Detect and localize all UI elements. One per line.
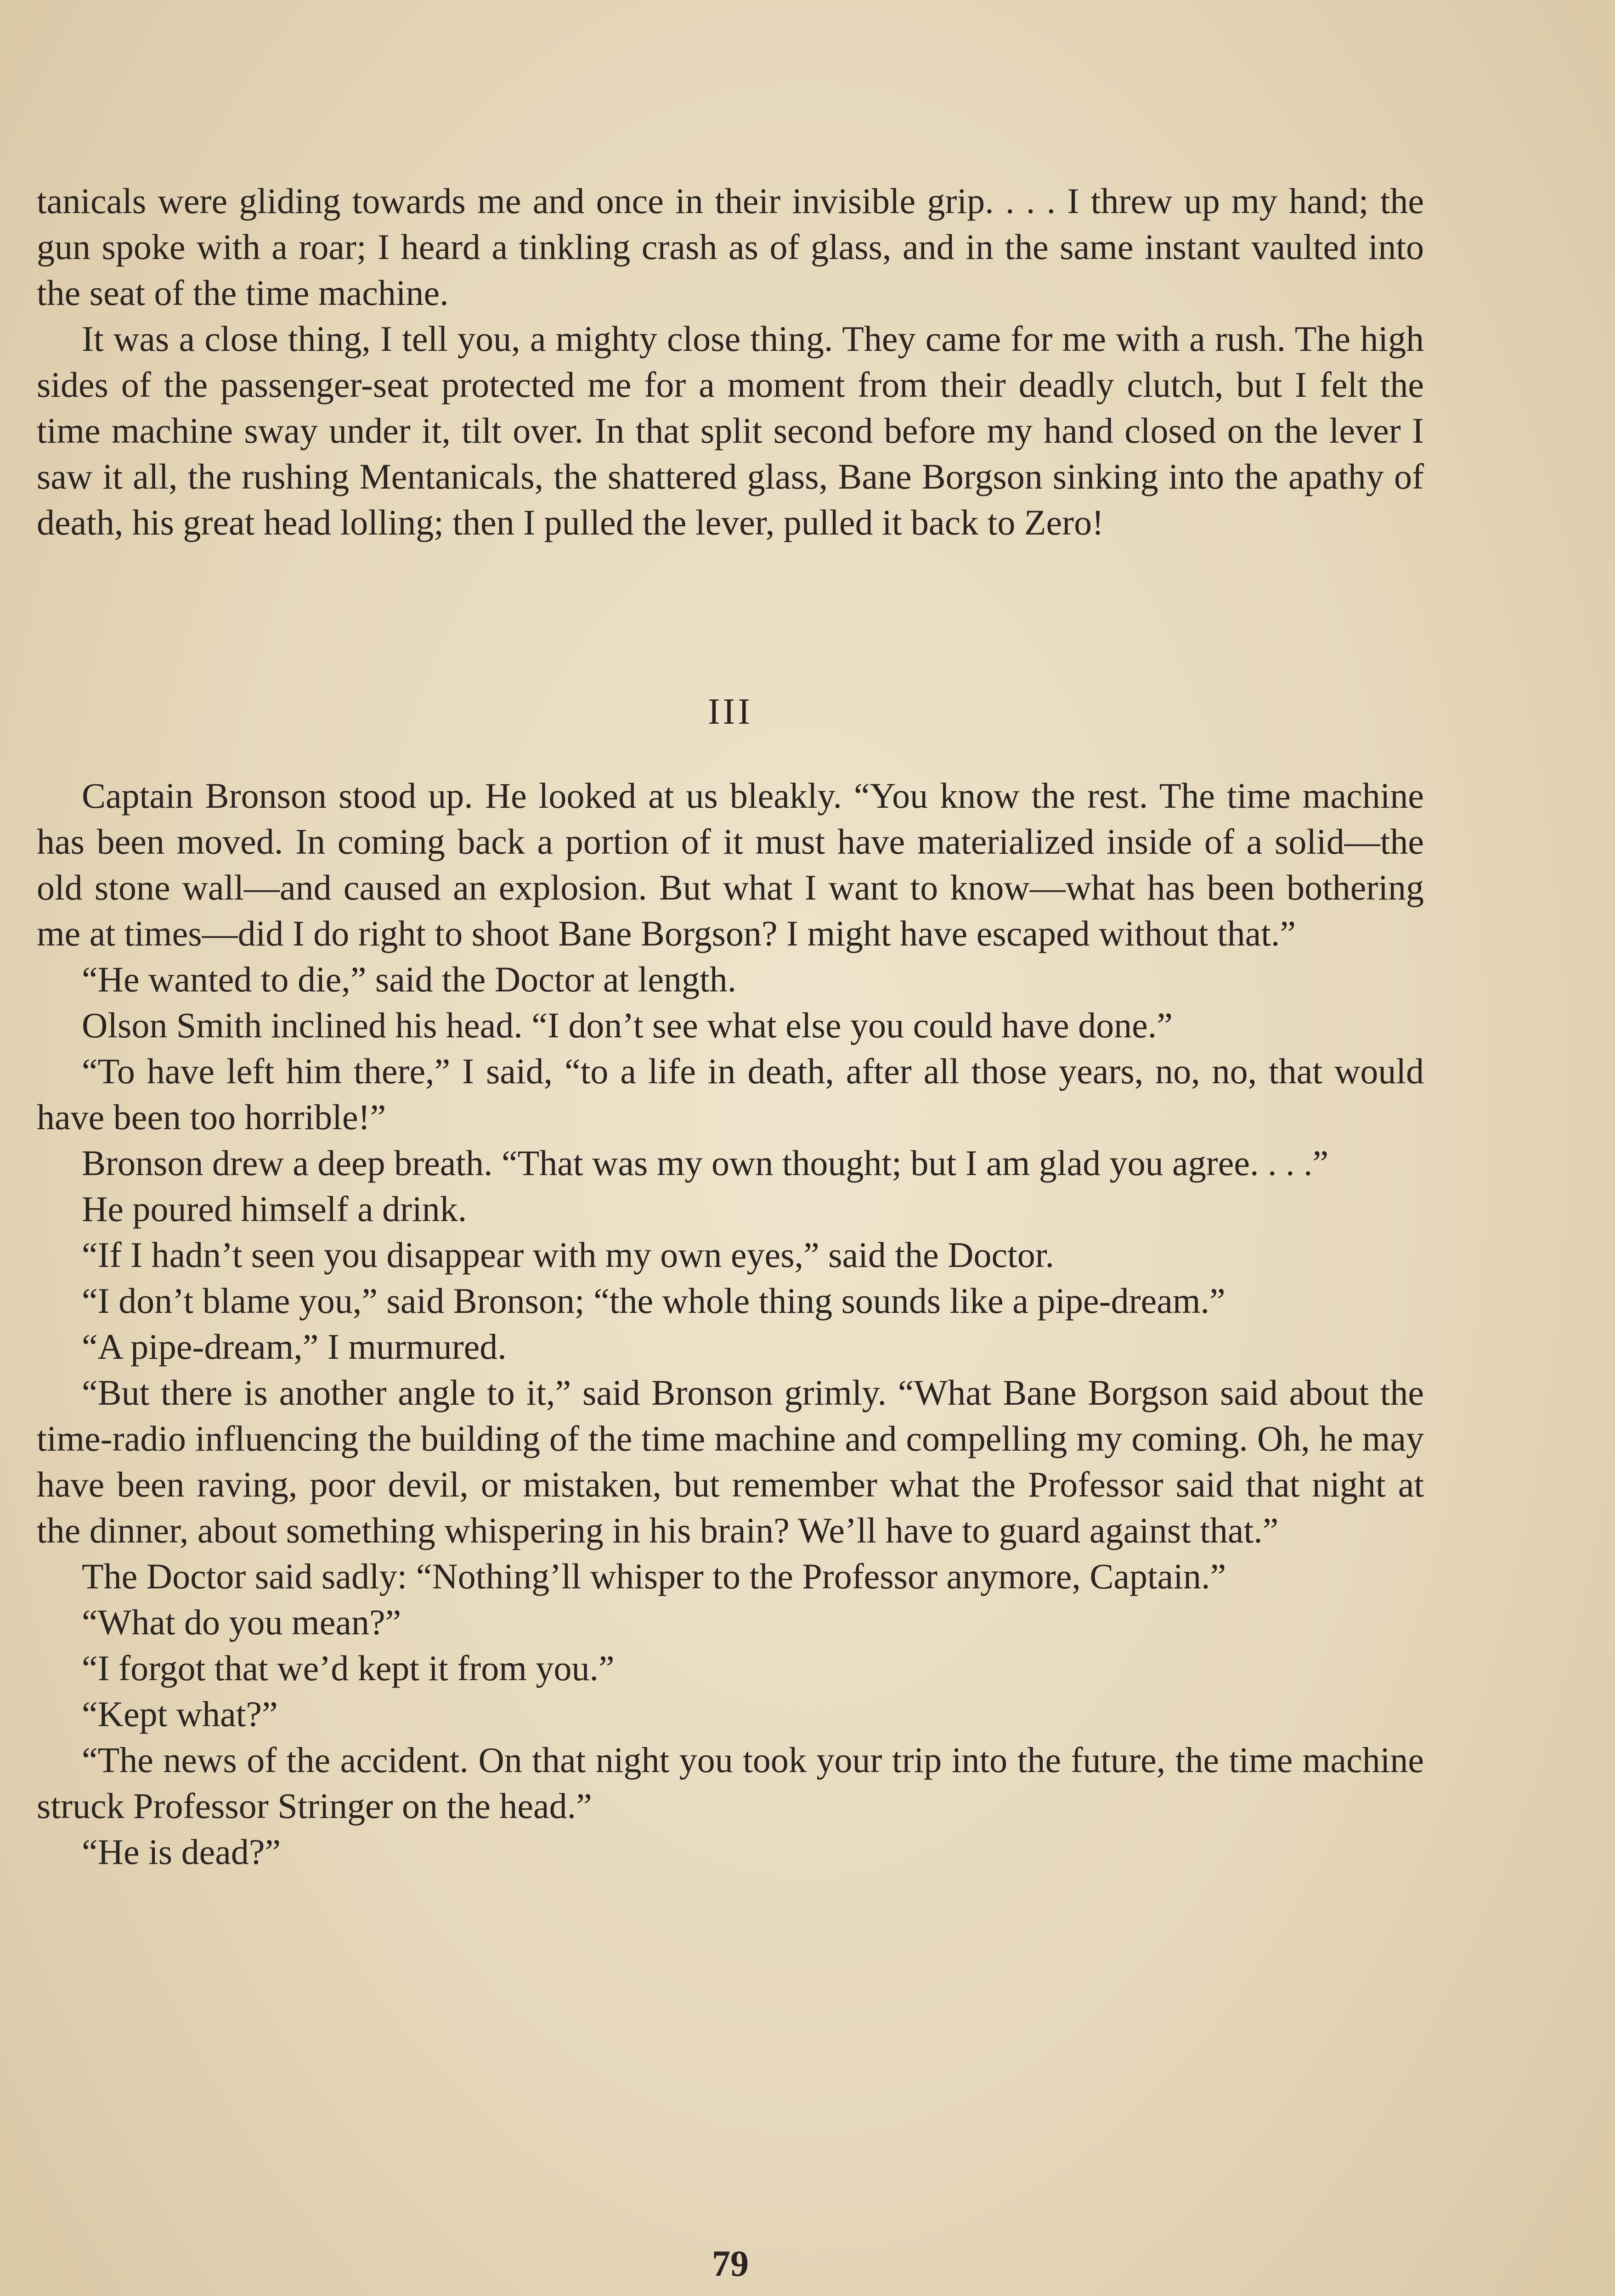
- paragraph: It was a close thing, I tell you, a mighty close thing. They came for me with a rush. The high sides of the passenger-seat protected me for a moment from their deadly clutch, but I felt the time machine sway under it, tilt over. In that split second before my hand closed on the lever I saw it all, the rushing Mentanicals, the shattered glass, Bane Borgson sinking into the apathy of death, his great head lolling; then I pulled the lever, pulled it back to Zero!: [37, 319, 1424, 542]
- paragraph: “To have left him there,” I said, “to a life in death, after all those years, no, no, that would have been too horrible!”: [37, 1051, 1424, 1137]
- paragraph: “Kept what?”: [82, 1694, 278, 1734]
- paragraph: “I forgot that we’d kept it from you.”: [82, 1648, 615, 1688]
- paragraph: “I don’t blame you,” said Bronson; “the whole thing sounds like a pipe-dream.”: [82, 1281, 1225, 1321]
- paragraph: “What do you mean?”: [82, 1602, 401, 1642]
- paragraph: “He is dead?”: [82, 1832, 281, 1872]
- paragraph: Bronson drew a deep breath. “That was my own thought; but I am glad you agree. . . .”: [82, 1143, 1329, 1183]
- paragraph: “The news of the accident. On that night you took your trip into the future, the time machine struck Professor Stringer on the head.”: [37, 1740, 1424, 1826]
- top-text-block: [37, 178, 1424, 546]
- page-number: 79: [712, 2244, 749, 2284]
- paragraph: The Doctor said sadly: “Nothing’ll whisper to the Professor anymore, Captain.”: [82, 1556, 1226, 1596]
- paragraph: “He wanted to die,” said the Doctor at length.: [82, 959, 737, 999]
- paragraph: tanicals were gliding towards me and once in their invisible grip. . . . I threw up my hand; the gun spoke with a roar; I heard a tinkling crash as of glass, and in the same instant vaulted into the seat of the time machine.: [37, 181, 1424, 313]
- paragraph: “A pipe-dream,” I murmured.: [82, 1327, 507, 1367]
- paragraph: Olson Smith inclined his head. “I don’t see what else you could have done.”: [82, 1005, 1173, 1045]
- paragraph: He poured himself a drink.: [82, 1189, 467, 1229]
- main-text-block: [37, 773, 1424, 1875]
- paragraph: “But there is another angle to it,” said Bronson grimly. “What Bane Borgson said about the time-radio influencing the building of the time machine and compelling my coming. Oh, he may have been raving, poor devil, or mistaken, but remember what the Professor said that night at the dinner, about something whispering in his brain? We’ll have to guard against that.”: [37, 1373, 1424, 1550]
- paragraph: Captain Bronson stood up. He looked at us bleakly. “You know the rest. The time machine has been moved. In coming back a portion of it must have materialized inside of a solid—the old stone wall—and caused an explosion. But what I want to know—what has been bothering me at times—did I do right to shoot Bane Borgson? I might have escaped without that.”: [37, 776, 1424, 953]
- chapter-heading: III: [708, 692, 753, 732]
- paragraph: “If I hadn’t seen you disappear with my own eyes,” said the Doctor.: [82, 1235, 1054, 1275]
